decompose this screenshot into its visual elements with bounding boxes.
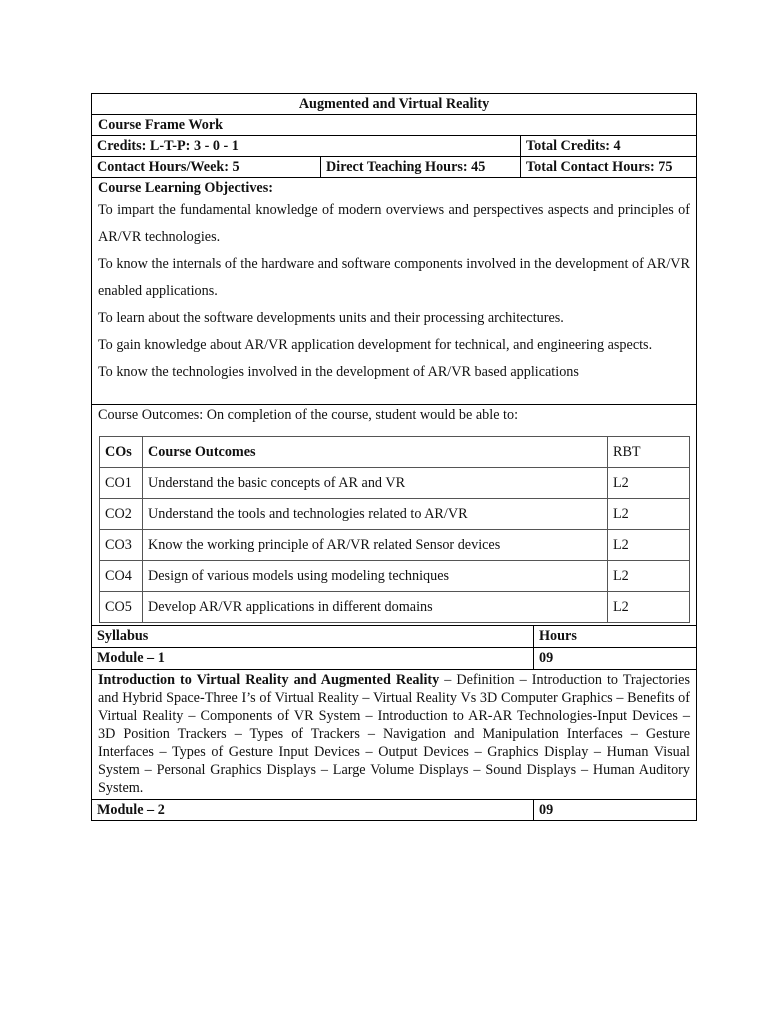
co-id: CO5 bbox=[100, 592, 143, 623]
co-outcome: Know the working principle of AR/VR related Sensor devices bbox=[143, 530, 608, 561]
course-framework-label: Course Frame Work bbox=[91, 114, 697, 135]
credits-row bbox=[91, 135, 697, 156]
module-1-header bbox=[91, 647, 697, 669]
module-2-hours: 09 bbox=[533, 800, 696, 820]
course-outcomes-table-wrapper bbox=[91, 436, 697, 625]
hours-label: Hours bbox=[533, 626, 696, 647]
syllabus-document bbox=[91, 93, 697, 821]
module-1-hours: 09 bbox=[533, 648, 696, 669]
course-outcomes-intro: Course Outcomes: On completion of the course, student would be able to: bbox=[91, 404, 697, 436]
co-table-header bbox=[100, 437, 690, 468]
direct-teaching-hours: Direct Teaching Hours: 45 bbox=[320, 157, 520, 177]
co-rbt: L2 bbox=[608, 561, 690, 592]
co-outcome: Design of various models using modeling techniques bbox=[143, 561, 608, 592]
co-rbt: L2 bbox=[608, 499, 690, 530]
course-outcomes-table bbox=[99, 436, 690, 623]
objectives-list bbox=[98, 197, 690, 386]
co-rbt: L2 bbox=[608, 530, 690, 561]
co-header-cos: COs bbox=[100, 437, 143, 468]
co-id: CO3 bbox=[100, 530, 143, 561]
table-row bbox=[100, 592, 690, 623]
course-title: Augmented and Virtual Reality bbox=[91, 93, 697, 114]
co-header-rbt: RBT bbox=[608, 437, 690, 468]
objective-item: To know the internals of the hardware and software components involved in the development of AR/VR enabled applications. bbox=[98, 256, 690, 299]
learning-objectives-section bbox=[91, 177, 697, 404]
total-contact-hours: Total Contact Hours: 75 bbox=[520, 157, 696, 177]
syllabus-label: Syllabus bbox=[97, 628, 149, 644]
module-2-name: Module – 2 bbox=[97, 802, 165, 818]
co-header-outcomes: Course Outcomes bbox=[143, 437, 608, 468]
module-1-name: Module – 1 bbox=[97, 650, 165, 666]
module-1-topics: – Definition – Introduction to Trajectories and Hybrid Space-Three I’s of Virtual Reality – Virtual Reality Vs 3D Computer Graphics – Benefits of Virtual Reality – Components of VR System – Introduction to AR-AR Technologies-Input Devices – 3D Position Trackers – Types of Trackers – Navigation and Manipulation Interfaces – Gesture Interfaces – Types of Gesture Input Devices – Output Devices – Graphics Display – Human Visual System – Personal Graphics Displays – Large Volume Displays – Sound Displays – Human Auditory System. bbox=[98, 672, 690, 796]
credits-ltp: Credits: L-T-P: 3 - 0 - 1 bbox=[97, 138, 239, 154]
hours-row bbox=[91, 156, 697, 177]
table-row bbox=[100, 530, 690, 561]
syllabus-header-row bbox=[91, 625, 697, 647]
co-id: CO4 bbox=[100, 561, 143, 592]
co-outcome: Develop AR/VR applications in different domains bbox=[143, 592, 608, 623]
objective-item: To gain knowledge about AR/VR application development for technical, and engineering aspects. bbox=[98, 337, 653, 353]
objective-item: To know the technologies involved in the development of AR/VR based applications bbox=[98, 364, 579, 380]
total-credits: Total Credits: 4 bbox=[520, 136, 696, 156]
module-1-content bbox=[91, 669, 697, 799]
module-1-heading: Introduction to Virtual Reality and Augmented Reality bbox=[98, 672, 440, 688]
co-rbt: L2 bbox=[608, 468, 690, 499]
objective-item: To learn about the software developments units and their processing architectures. bbox=[98, 310, 564, 326]
co-id: CO2 bbox=[100, 499, 143, 530]
module-2-header bbox=[91, 799, 697, 821]
co-outcome: Understand the basic concepts of AR and VR bbox=[143, 468, 608, 499]
table-row bbox=[100, 561, 690, 592]
table-row bbox=[100, 468, 690, 499]
co-id: CO1 bbox=[100, 468, 143, 499]
objective-item: To impart the fundamental knowledge of modern overviews and perspectives aspects and principles of AR/VR technologies. bbox=[98, 202, 690, 245]
co-outcome: Understand the tools and technologies related to AR/VR bbox=[143, 499, 608, 530]
table-row bbox=[100, 499, 690, 530]
co-rbt: L2 bbox=[608, 592, 690, 623]
contact-hours-week: Contact Hours/Week: 5 bbox=[97, 159, 240, 175]
objectives-heading: Course Learning Objectives: bbox=[98, 180, 273, 196]
